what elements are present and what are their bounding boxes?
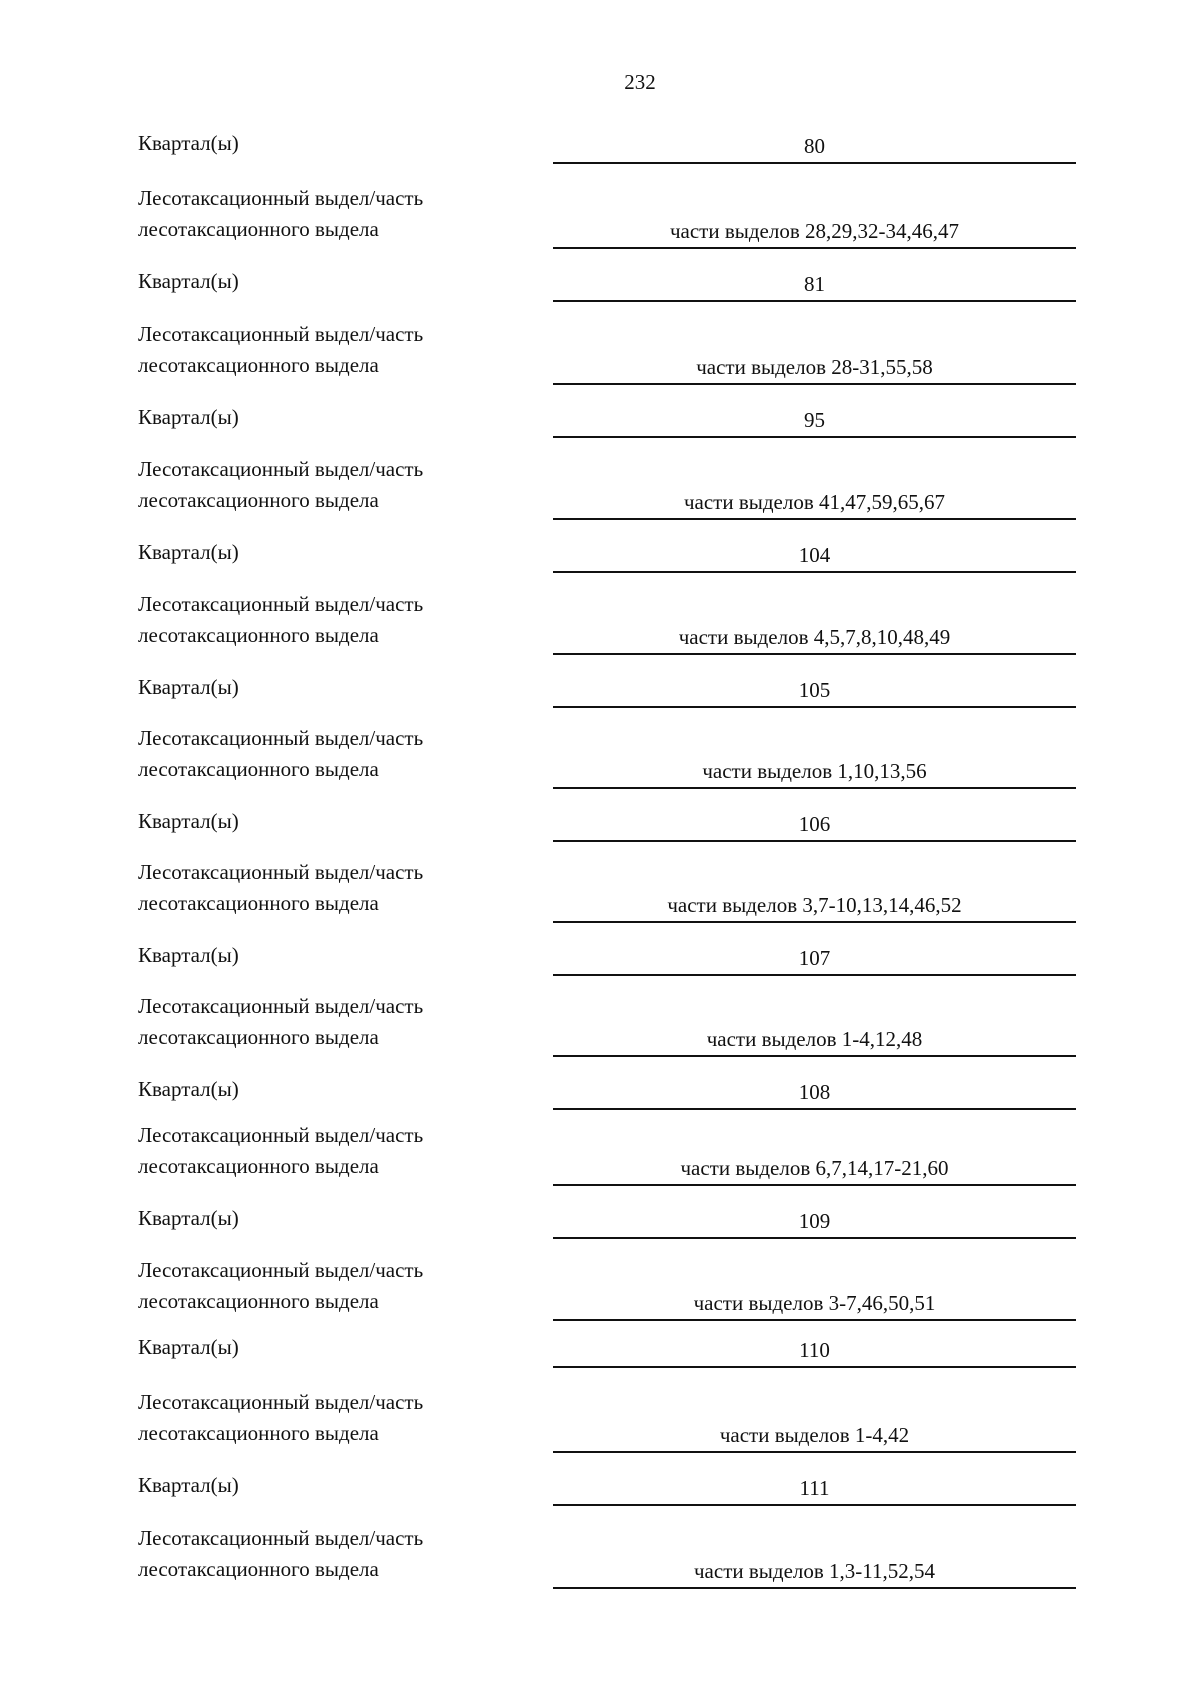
underline (553, 162, 1076, 164)
underline (553, 706, 1076, 708)
allotment-label-line: Лесотаксационный выдел/часть (138, 322, 424, 346)
underline (553, 1451, 1076, 1453)
allotment-label-line: лесотаксационного выдела (138, 1421, 379, 1445)
quarter-value: 80 (804, 134, 825, 158)
allotment-label-line: Лесотаксационный выдел/часть (138, 457, 424, 481)
quarter-value: 110 (799, 1338, 830, 1362)
allotment-value: части выделов 1,3-11,52,54 (693, 1559, 935, 1583)
allotment-label-line: лесотаксационного выдела (138, 623, 379, 647)
underline (553, 1587, 1076, 1589)
underline (553, 1366, 1076, 1368)
quarter-value: 104 (798, 543, 831, 567)
underline (553, 571, 1076, 573)
allotment-value: части выделов 28,29,32-34,46,47 (669, 219, 960, 243)
allotment-label-line: Лесотаксационный выдел/часть (138, 726, 424, 750)
underline (553, 840, 1076, 842)
quarter-label: Квартал(ы) (138, 1473, 239, 1497)
underline (553, 1237, 1076, 1239)
allotment-label-line: Лесотаксационный выдел/часть (138, 1123, 424, 1147)
underline (553, 1184, 1076, 1186)
allotment-label-line: лесотаксационного выдела (138, 1557, 379, 1581)
quarter-label: Квартал(ы) (138, 1077, 239, 1101)
underline (553, 1055, 1076, 1057)
underline (553, 300, 1076, 302)
allotment-label-line: Лесотаксационный выдел/часть (138, 1390, 424, 1414)
underline (553, 974, 1076, 976)
allotment-value: части выделов 3,7-10,13,14,46,52 (667, 893, 962, 917)
allotment-label-line: лесотаксационного выдела (138, 1025, 379, 1049)
quarter-label: Квартал(ы) (138, 540, 239, 564)
allotment-label-line: Лесотаксационный выдел/часть (138, 994, 424, 1018)
underline (553, 921, 1076, 923)
quarter-value: 107 (798, 946, 831, 970)
allotment-label-line: лесотаксационного выдела (138, 1289, 379, 1313)
quarter-value: 108 (798, 1080, 831, 1104)
allotment-label-line: Лесотаксационный выдел/часть (138, 860, 424, 884)
allotment-label-line: Лесотаксационный выдел/часть (138, 1258, 424, 1282)
allotment-label-line: лесотаксационного выдела (138, 757, 379, 781)
quarter-label: Квартал(ы) (138, 943, 239, 967)
quarter-value: 106 (798, 812, 831, 836)
allotment-label-line: Лесотаксационный выдел/часть (138, 1526, 424, 1550)
quarter-label: Квартал(ы) (138, 1206, 239, 1230)
allotment-label-line: лесотаксационного выдела (138, 488, 379, 512)
underline (553, 383, 1076, 385)
underline (553, 436, 1076, 438)
allotment-value: части выделов 1-4,12,48 (706, 1027, 923, 1051)
quarter-label: Квартал(ы) (138, 269, 239, 293)
quarter-label: Квартал(ы) (138, 675, 239, 699)
quarter-value: 105 (798, 678, 831, 702)
allotment-value: части выделов 4,5,7,8,10,48,49 (678, 625, 951, 649)
quarter-label: Квартал(ы) (138, 809, 239, 833)
allotment-value: части выделов 6,7,14,17-21,60 (680, 1156, 949, 1180)
underline (553, 518, 1076, 520)
underline (553, 1108, 1076, 1110)
allotment-label-line: Лесотаксационный выдел/часть (138, 592, 424, 616)
allotment-value: части выделов 41,47,59,65,67 (683, 490, 946, 514)
allotment-value: части выделов 3-7,46,50,51 (693, 1291, 936, 1315)
allotment-value: части выделов 1-4,42 (719, 1423, 910, 1447)
quarter-value: 81 (804, 272, 825, 296)
allotment-value: части выделов 28-31,55,58 (696, 355, 933, 379)
allotment-label-line: лесотаксационного выдела (138, 353, 379, 377)
allotment-value: части выделов 1,10,13,56 (702, 759, 927, 783)
underline (553, 1319, 1076, 1321)
quarter-value: 111 (799, 1476, 830, 1500)
quarter-label: Квартал(ы) (138, 1335, 239, 1359)
quarter-value: 95 (804, 408, 825, 432)
allotment-label-line: лесотаксационного выдела (138, 217, 379, 241)
quarter-value: 109 (798, 1209, 831, 1233)
quarter-label: Квартал(ы) (138, 131, 239, 155)
underline (553, 1504, 1076, 1506)
quarter-label: Квартал(ы) (138, 405, 239, 429)
underline (553, 653, 1076, 655)
allotment-label-line: Лесотаксационный выдел/часть (138, 186, 424, 210)
page-number: 232 (624, 70, 656, 94)
underline (553, 247, 1076, 249)
allotment-label-line: лесотаксационного выдела (138, 891, 379, 915)
allotment-label-line: лесотаксационного выдела (138, 1154, 379, 1178)
underline (553, 787, 1076, 789)
